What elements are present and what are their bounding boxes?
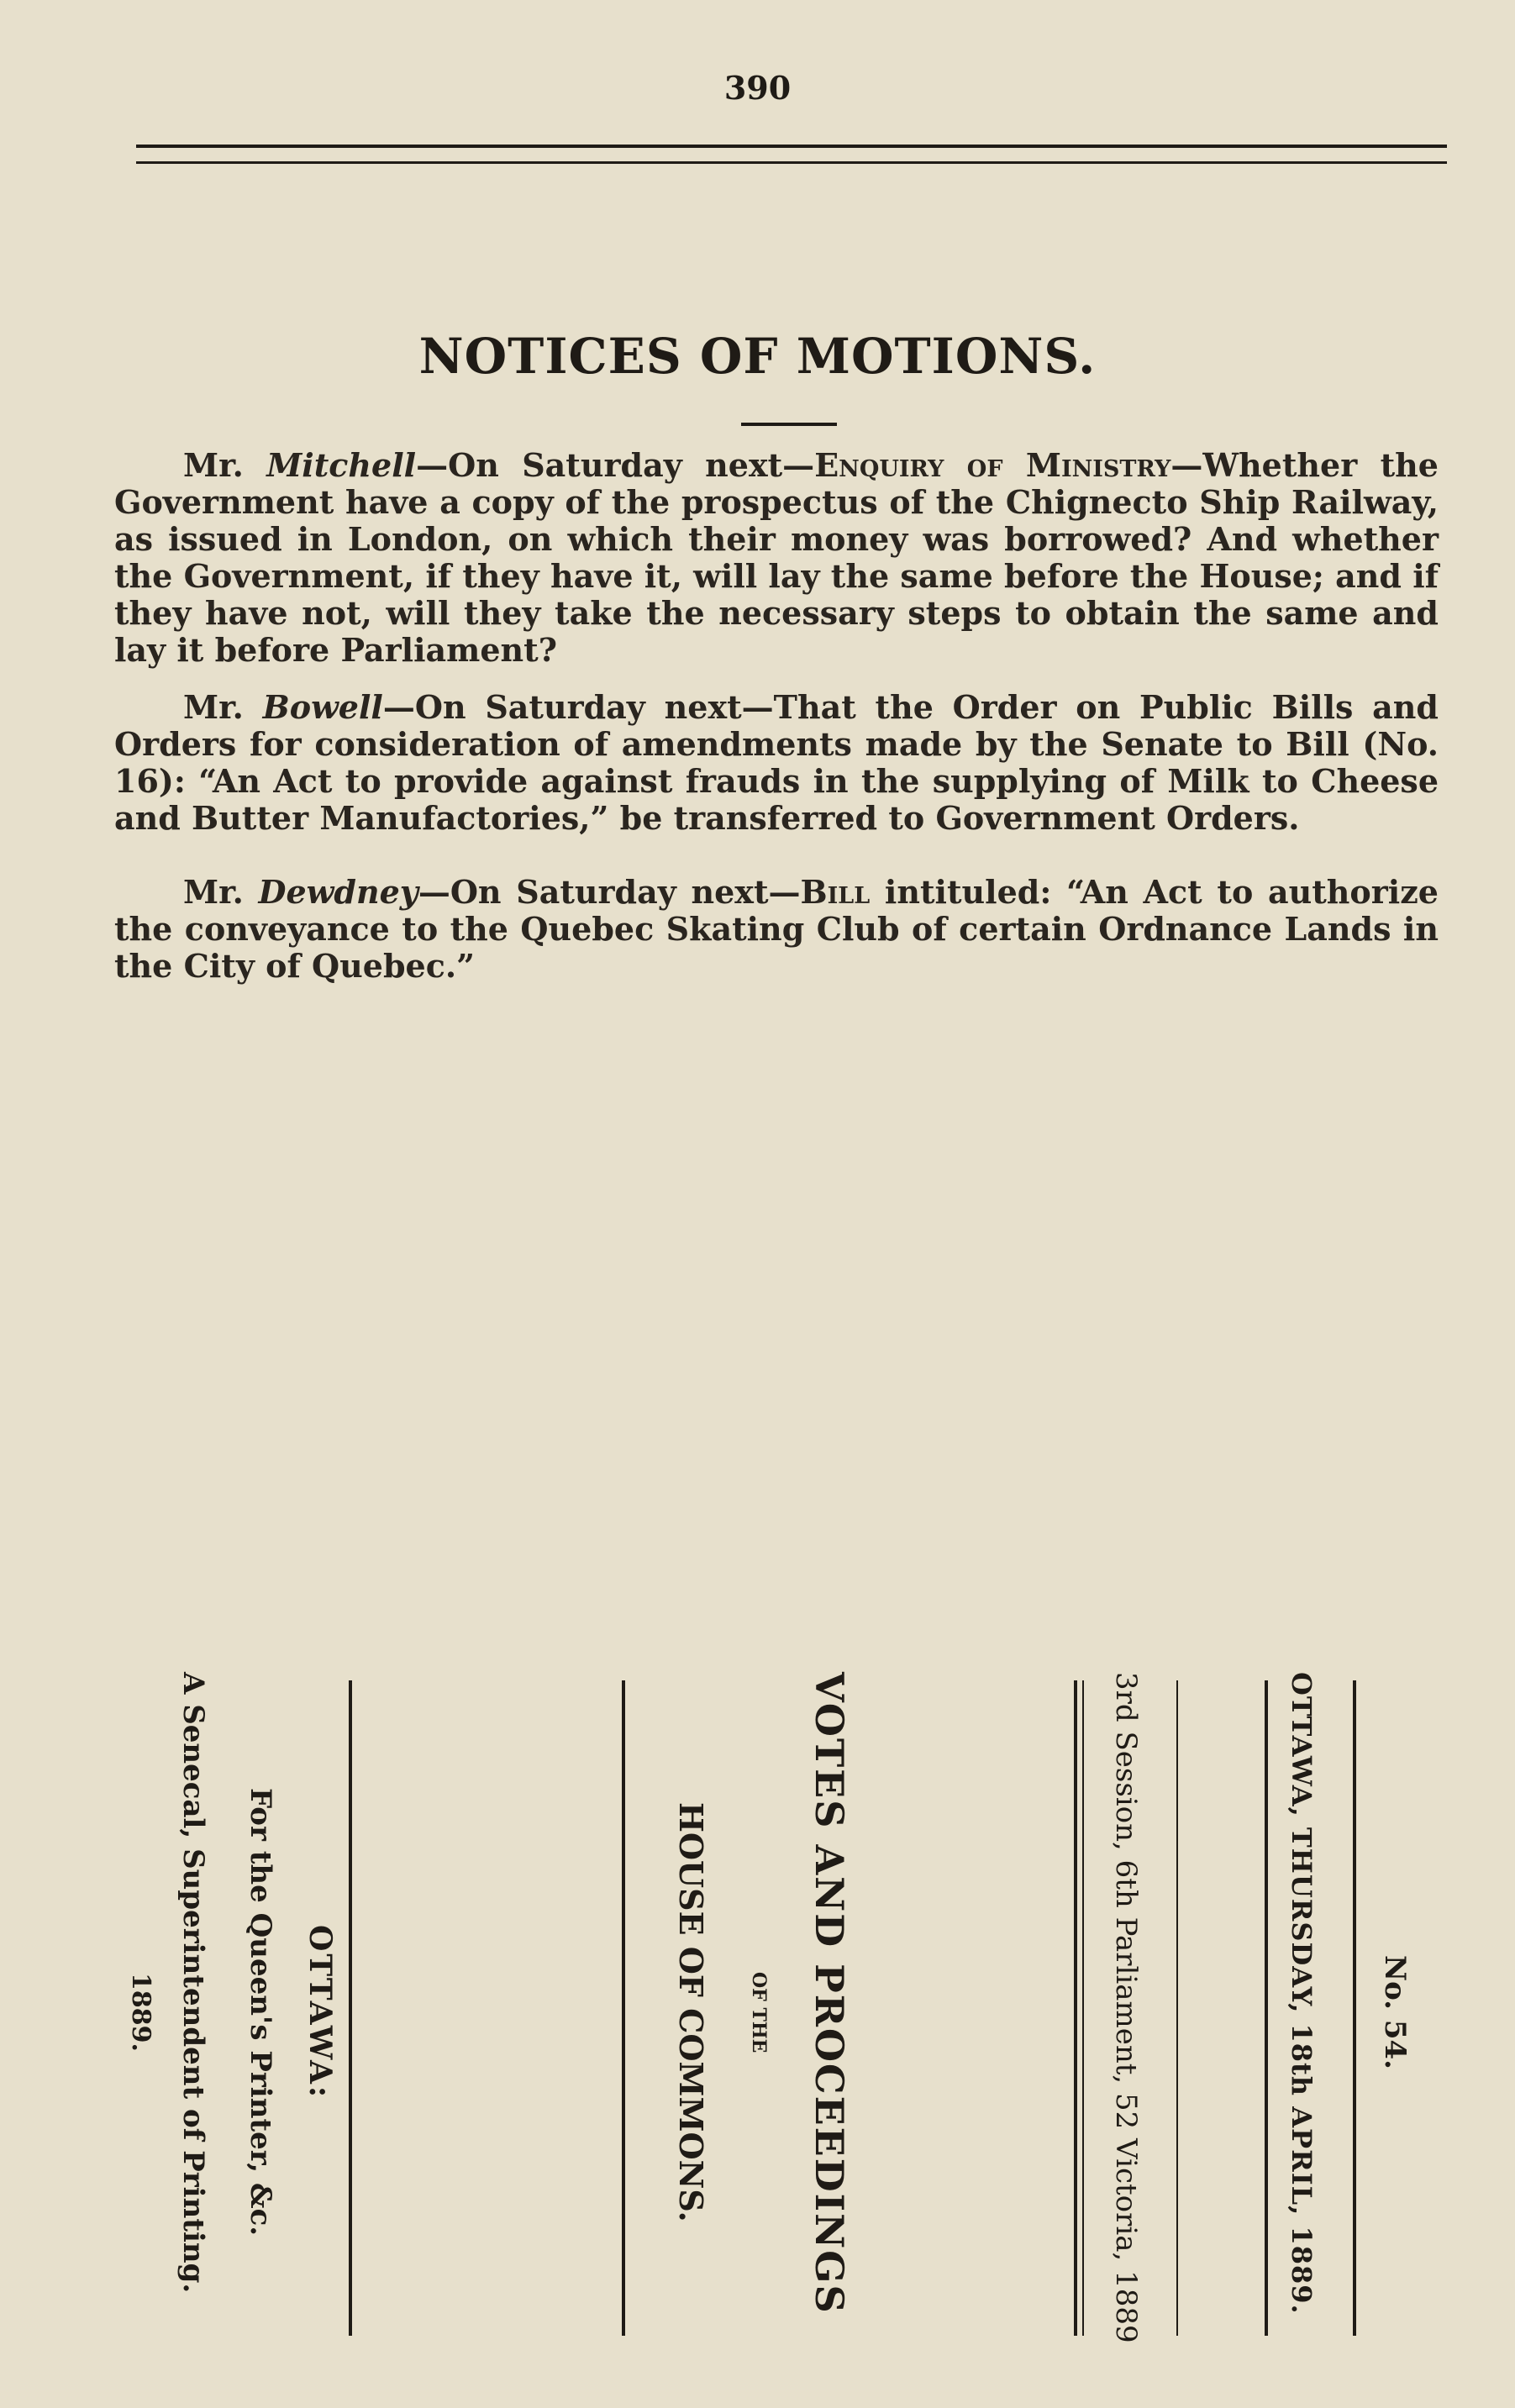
member-name: Mitchell: [266, 446, 417, 484]
motion-subject: Bill: [800, 873, 871, 911]
member-title: Mr.: [183, 688, 244, 726]
motion-subject: Enquiry of Ministry: [814, 446, 1171, 484]
motion-paragraph: [114, 689, 1439, 837]
motion-lead: —On Saturday next—: [416, 446, 815, 484]
docket-printer: For the Queen's Printer, &c.: [244, 1788, 277, 2237]
docket-rule: [622, 1680, 625, 2336]
header-rule-double: [136, 161, 1447, 164]
heading-rule: [741, 423, 837, 426]
motion-paragraph: [114, 874, 1439, 985]
docket-session: 3rd Session, 6th Parliament, 52 Victoria, 1889: [1109, 1672, 1143, 2343]
docket-superintendent: A Senecal, Superintendent of Printing.: [176, 1672, 210, 2294]
docket-date: OTTAWA, THURSDAY, 18th APRIL, 1889.: [1286, 1672, 1318, 2315]
docket-house: HOUSE OF COMMONS.: [672, 1802, 710, 2222]
header-rule: [136, 145, 1447, 148]
motion-text: intituled: “An Act to authorize the conveyance to the Quebec Skating Club of certain Ordnance Lands in the City of Quebec.”: [114, 873, 1439, 985]
docket-rule: [349, 1680, 352, 2336]
page-number: 390: [723, 69, 792, 107]
motion-lead: —On Saturday next—: [418, 873, 801, 911]
docket-rule: [1353, 1680, 1356, 2336]
member-title: Mr.: [183, 446, 244, 484]
docket-title: VOTES AND PROCEEDINGS: [807, 1672, 852, 2315]
member-name: Bowell: [262, 688, 383, 726]
docket-cover: [126, 1672, 1454, 2353]
docket-number: No. 54.: [1378, 1955, 1412, 2069]
motion-paragraph: [114, 447, 1439, 669]
docket-year: 1889.: [126, 1973, 155, 2052]
member-title: Mr.: [183, 873, 244, 911]
section-heading: NOTICES OF MOTIONS.: [418, 328, 1097, 385]
docket-rule: [1265, 1680, 1268, 2336]
motion-lead: —On Saturday next—: [382, 688, 774, 726]
docket-rule: [1082, 1680, 1084, 2336]
motion-text: —Whether the Government have a copy of the prospectus of the Chignecto Ship Railway, as issued in London, on which their money was borrowed? And whether the Government, if they have it, will lay the same before the House; and if they have not, will they take the necessary steps to obtain the same and lay it before Parliament?: [114, 446, 1439, 669]
docket-place: OTTAWA:: [302, 1924, 338, 2100]
docket-rule: [1074, 1680, 1077, 2336]
docket-rule: [1176, 1680, 1178, 2336]
member-name: Dewdney: [258, 873, 418, 911]
motion-text: That the Order on Public Bills and Orders for consideration of amendments made by the Senate to Bill (No. 16): “An Act to provide against frauds in the supplying of Milk to Cheese and Butter Manufactories,” be transferred to Government Orders.: [114, 688, 1439, 837]
docket-of-the: OF THE: [748, 1971, 770, 2053]
